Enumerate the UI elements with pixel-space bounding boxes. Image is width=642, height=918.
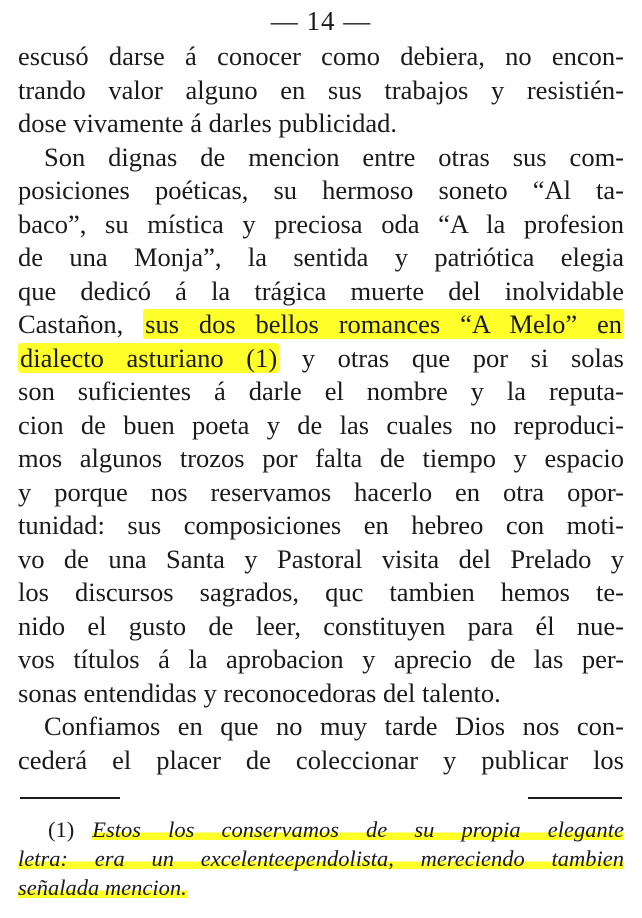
- text-line: mos algunos trozos por falta de tiempo y espacio: [18, 443, 624, 473]
- footnote-line: [18, 815, 624, 844]
- text-line: Confiamos en que no muy tarde Dios nos con-: [44, 711, 624, 741]
- text-line: Son dignas de mencion entre otras sus com-: [44, 141, 624, 172]
- text-line: nido el gusto de leer, constituyen para él nue-: [18, 610, 624, 641]
- text-line: y porque nos reservamos hacerlo en otra opor-: [18, 476, 624, 507]
- text-segment: y otras que por si solas: [279, 342, 624, 373]
- footnote-text: señalada mencion.: [18, 875, 187, 900]
- text-line: tunidad: sus composiciones en hebreo con moti-: [18, 510, 624, 540]
- text-line: los discursos sagrados, quc tambien hemos te-: [18, 577, 624, 607]
- text-line: cion de buen poeta y de las cuales no reproduci-: [18, 409, 624, 440]
- footnote: [18, 815, 624, 902]
- text-line: vos títulos á la aprobacion y aprecio de las per-: [18, 644, 624, 674]
- footnote-line: [18, 873, 624, 902]
- text-line: dose vivamente á darles publicidad.: [18, 108, 397, 138]
- text-line: sonas entendidas y reconocedoras del talento.: [18, 677, 501, 708]
- text-line: que dedicó á la trágica muerte del inolvidable: [18, 275, 624, 306]
- text-segment: Castañon,: [18, 309, 144, 339]
- text-line: cederá el placer de coleccionar y publicar los: [18, 744, 624, 775]
- text-line: son suficientes á darle el nombre y la reputa-: [18, 376, 624, 406]
- highlighted-text: dialecto asturiano (1): [20, 342, 278, 373]
- footnote-marker: (1): [48, 817, 75, 842]
- footnote-text: letra: era un excelenteependolista, mereciendo tambien: [18, 846, 624, 871]
- footnote-rule-right: [528, 797, 622, 799]
- footnote-rule-left: [20, 797, 120, 799]
- text-line-highlighted: [18, 308, 624, 342]
- text-line: de una Monja”, la sentida y patriótica elegia: [18, 242, 624, 272]
- page-number: — 14 —: [270, 6, 372, 36]
- text-line-highlighted: [18, 342, 624, 376]
- footnote-text: Estos los conservamos de su propia elegante: [92, 817, 624, 842]
- highlighted-text: sus dos bellos romances “A Melo” en: [145, 309, 622, 339]
- footnote-line: [18, 844, 624, 873]
- text-line: posiciones poéticas, su hermoso soneto “Al ta-: [18, 175, 624, 205]
- body-text: [18, 40, 624, 777]
- text-line: escusó darse á conocer como debiera, no encon-: [18, 41, 624, 71]
- text-line: trando valor alguno en sus trabajos y resistién-: [18, 74, 624, 105]
- text-line: vo de una Santa y Pastoral visita del Prelado y: [18, 543, 624, 574]
- text-line: baco”, su mística y preciosa oda “A la profesion: [18, 208, 624, 239]
